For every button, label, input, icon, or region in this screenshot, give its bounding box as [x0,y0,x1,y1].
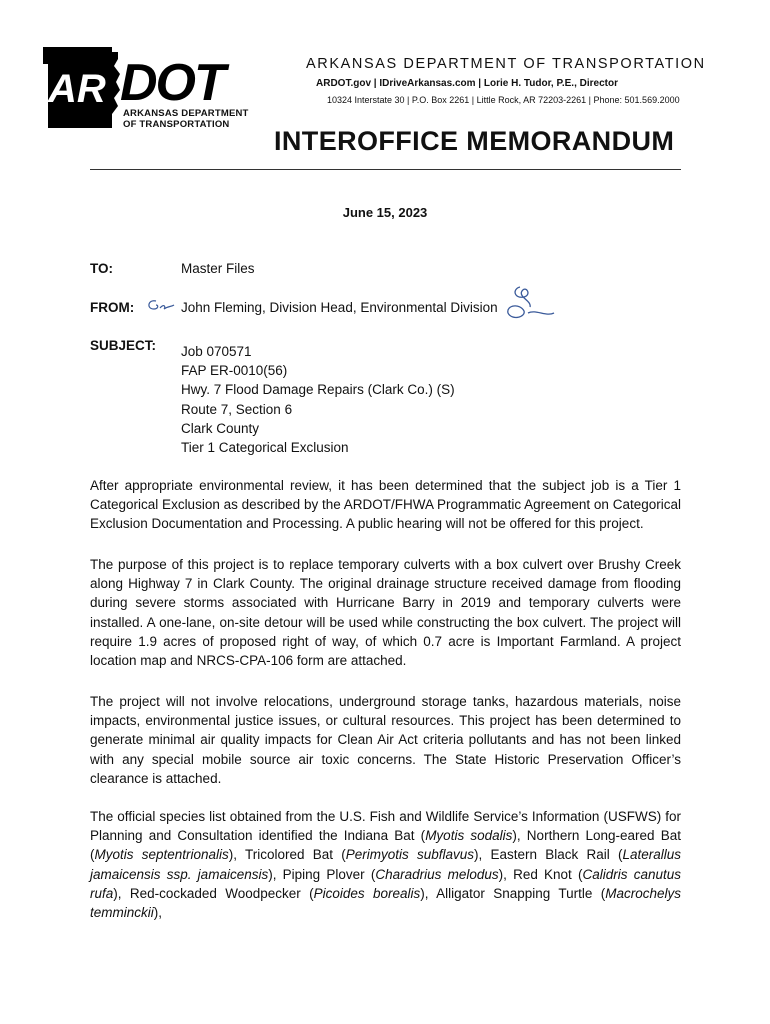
species-text: The official species list obtained from the U.S. Fish and Wildlife Service’s Information (USFWS) for Planning and Consultation identified the Indiana Bat ( [90,809,681,844]
svg-text:AR: AR [48,67,106,111]
subject-county: Clark County [181,420,260,436]
contact-line: ARDOT.gov | IDriveArkansas.com | Lorie H. Tudor, P.E., Director [316,78,618,89]
subject-label: SUBJECT: [90,338,157,353]
species-name: Laterallus jamaicensis ssp. jamaicensis [90,847,681,882]
header-divider [90,169,681,170]
subject-title: Hwy. 7 Flood Damage Repairs (Clark Co.) (S) [181,382,455,398]
species-text: ), Northern Long-eared Bat ( [90,828,681,863]
species-text: ), Tricolored Bat ( [228,847,346,863]
agency-name: ARKANSAS DEPARTMENT OF TRANSPORTATION [306,56,706,72]
ardot-logo [40,44,265,134]
paragraph-impacts: The project will not involve relocations, underground storage tanks, hazardous materials, noise impacts, environmental justice issues, or cultural resources. This project has been determined to generate minimal air quality impacts for Clean Air Act criteria pollutants and has not been linked with any special mobile source air toxic concerns. The State Historic Preservation Officer’s clearance is attached. [90,694,681,786]
memo-date: June 15, 2023 [342,205,428,220]
species-text: ), Red-cockaded Woodpecker ( [113,885,314,901]
paragraph-determination: After appropriate environmental review, it has been determined that the subject job is a Tier 1 Categorical Exclusion as described by the ARDOT/FHWA Programmatic Agreement on Categorical Exclusion Documentation and Processing. A public hearing will not be offered for this project. [90,478,681,532]
paragraph-purpose: The purpose of this project is to replace temporary culverts with a box culvert over Brushy Creek along Highway 7 in Clark County. The original drainage structure received damage from flooding during severe storms associated with Hurricane Barry in 2019 and temporary culverts were installed. A one-lane, on-site detour will be used while constructing the box culvert. The project will require 1.9 acres of proposed right of way, of which 0.7 acre is Important Farmland. A project location map and NRCS-CPA-106 form are attached. [90,557,681,669]
subject-route: Route 7, Section 6 [181,401,293,417]
to-label: TO: [90,261,113,276]
memo-title: INTEROFFICE MEMORANDUM [274,126,675,156]
subject-block [181,342,455,457]
logo-subtitle-line1: ARKANSAS DEPARTMENT [123,108,249,119]
species-text: ), Piping Plover ( [268,866,376,882]
species-text: ), Eastern Black Rail ( [474,847,623,863]
species-name: Calidris canutus rufa [90,866,682,901]
species-name: Myotis sodalis [425,828,513,844]
initials-mark [144,297,176,320]
paragraph-species [90,807,681,922]
subject-tier: Tier 1 Categorical Exclusion [181,440,349,456]
species-name: Charadrius melodus [375,866,499,882]
from-value: John Fleming, Division Head, Environmental Division [181,300,498,315]
logo-subtitle-line2: OF TRANSPORTATION [123,119,230,130]
species-text: ), Red Knot ( [498,866,583,882]
species-name: Myotis septentrionalis [94,847,229,863]
to-value: Master Files [181,261,255,276]
svg-text:DOT: DOT [120,54,224,112]
subject-fap: FAP ER-0010(56) [181,363,288,379]
species-name: Picoides borealis [313,885,421,901]
subject-job: Job 070571 [181,344,252,359]
species-text: ), [153,905,163,921]
from-label: FROM: [90,300,135,315]
signature [502,283,558,328]
species-name: Perimyotis subflavus [345,847,475,863]
address-line: 10324 Interstate 30 | P.O. Box 2261 | Little Rock, AR 72203-2261 | Phone: 501.569.2000 [327,95,680,105]
species-name: Macrochelys temminckii [90,885,682,921]
species-text: ), Alligator Snapping Turtle ( [420,885,606,901]
